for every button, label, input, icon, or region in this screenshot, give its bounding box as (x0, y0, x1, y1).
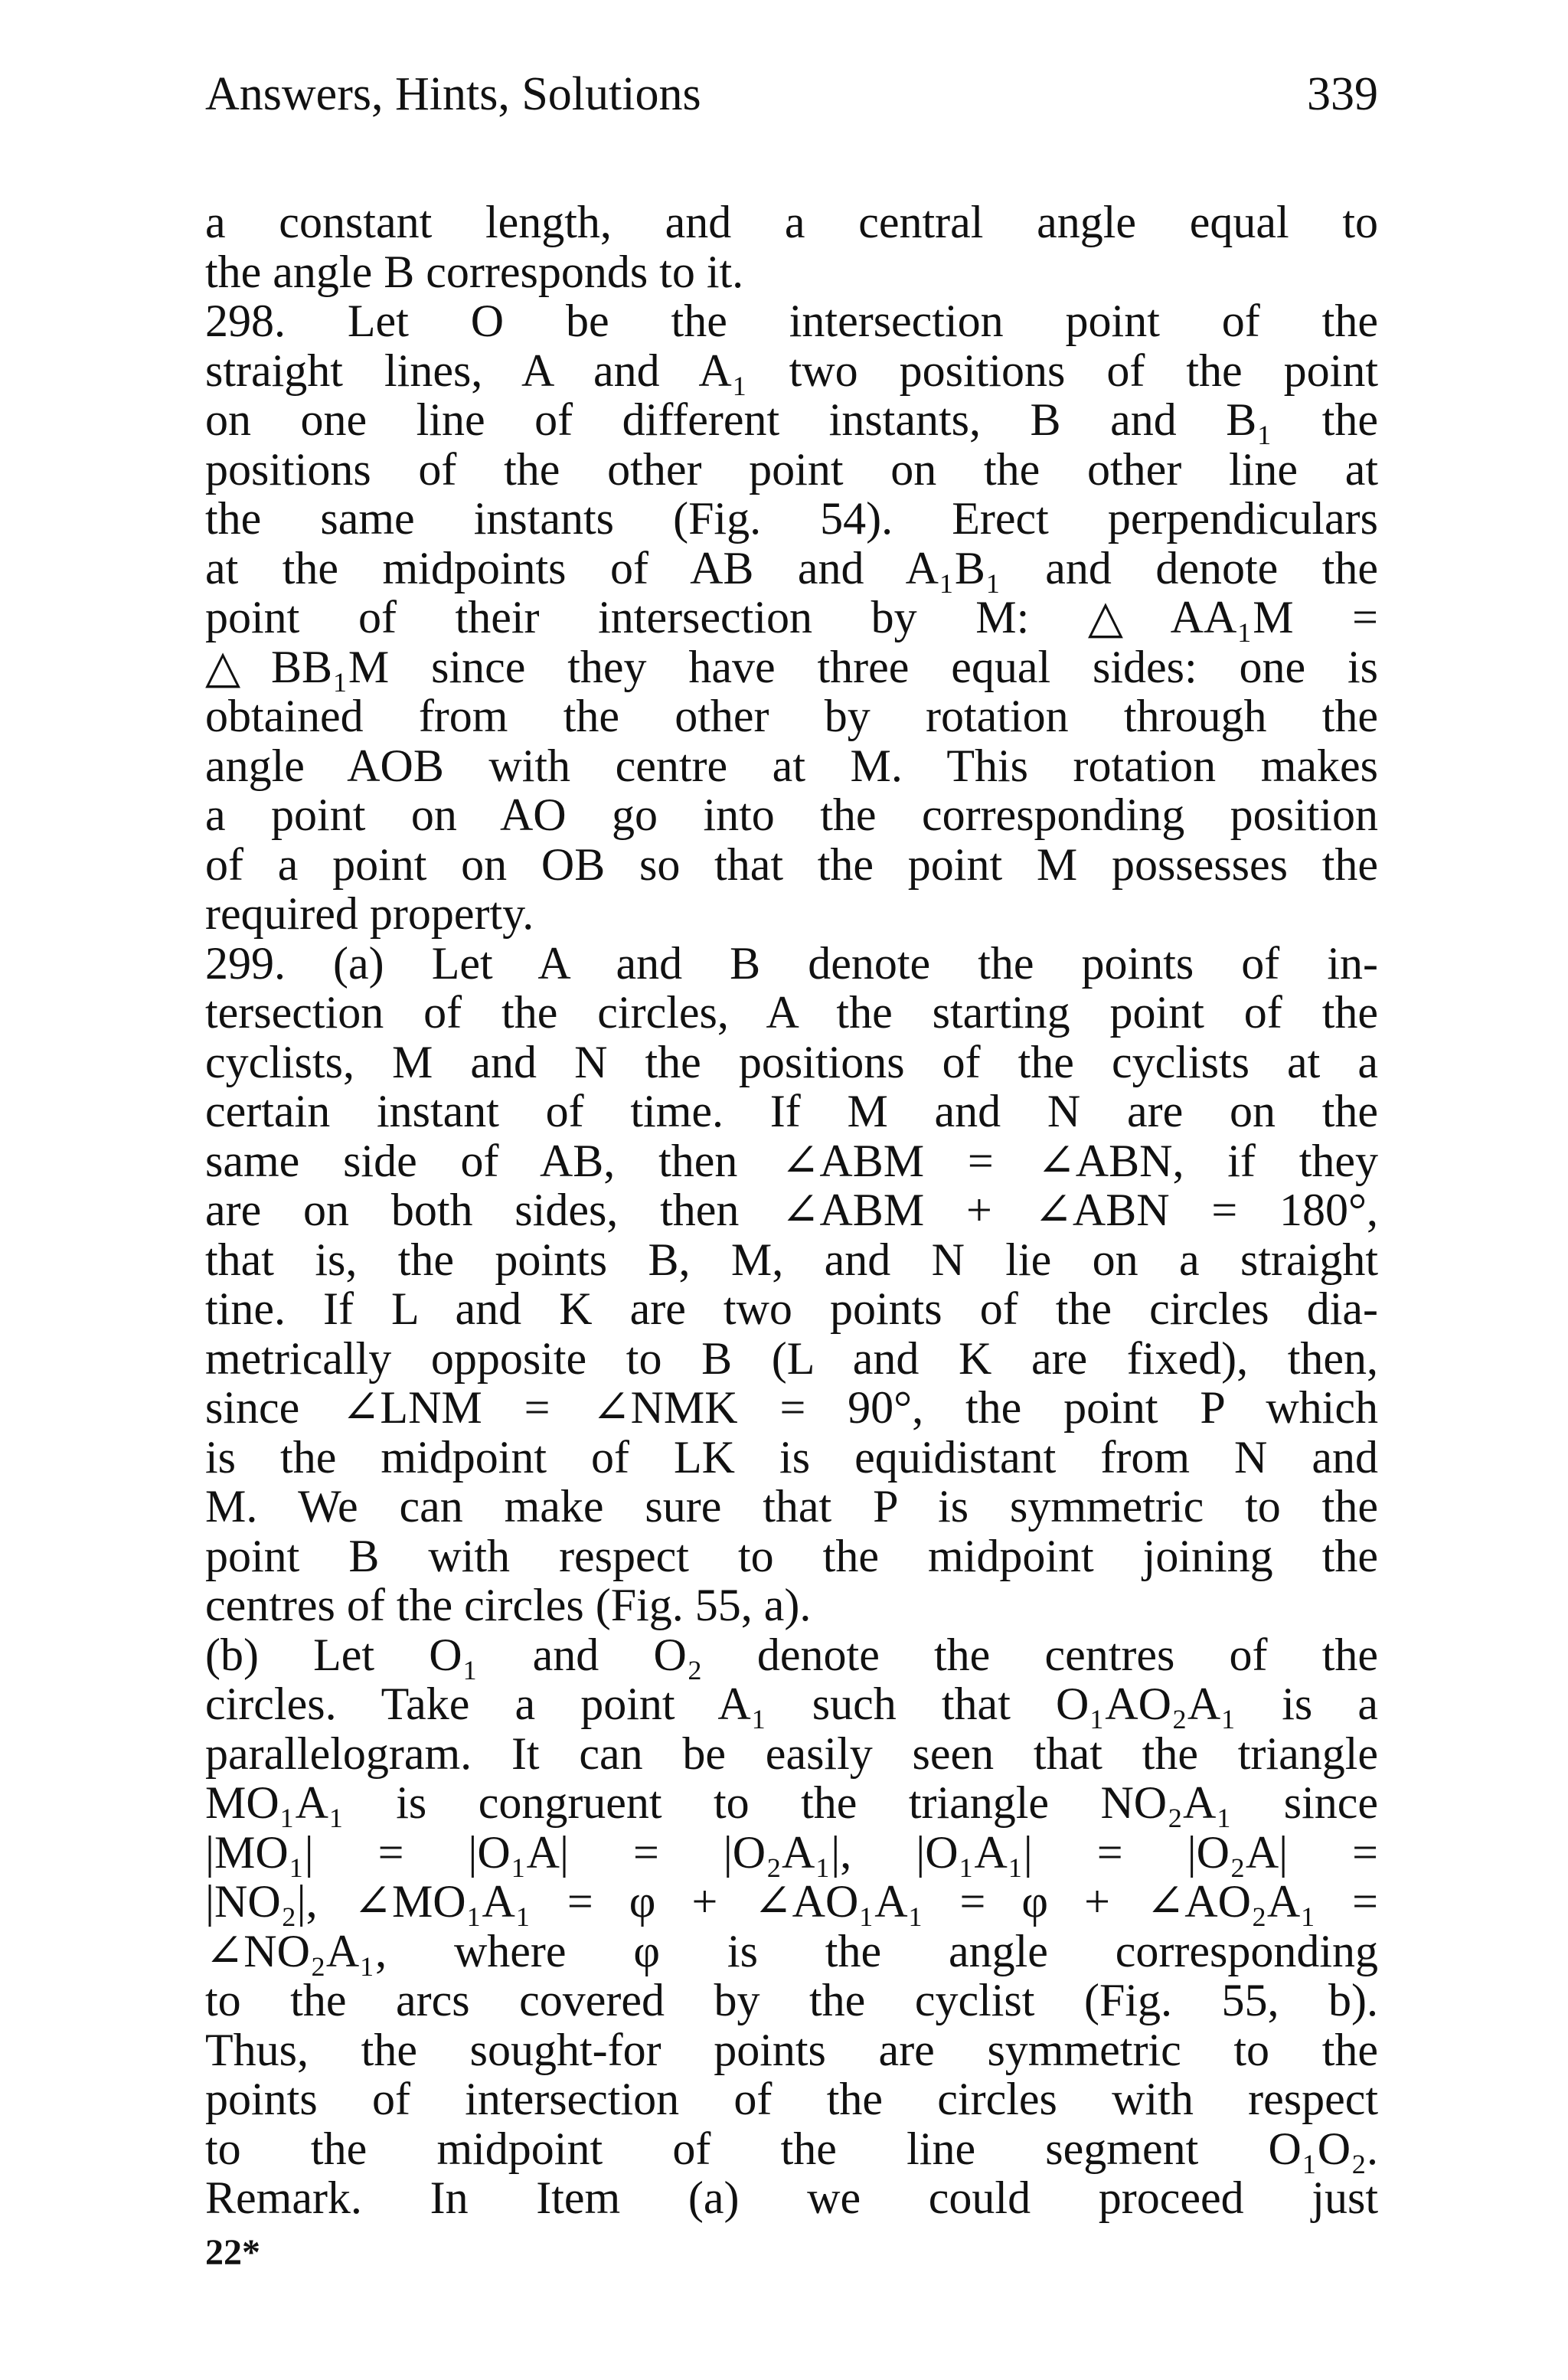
text-line: tine. If L and K are two points of the circles dia- (205, 1283, 1378, 1334)
text-line: of a point on OB so that the point M possesses the (205, 839, 1378, 890)
text-line: to the arcs covered by the cyclist (Fig. 55, b). (205, 1975, 1378, 2025)
text-line: a constant length, and a central angle equal to (205, 197, 1378, 247)
body-text (205, 198, 1378, 2223)
running-title: Answers, Hints, Solutions (205, 68, 701, 120)
text-line: the angle B corresponds to it. (205, 246, 744, 297)
text-line: at the midpoints of AB and A₁B₁ and denote the (205, 542, 1378, 593)
text-line: are on both sides, then ∠ABM + ∠ABN = 180°, (205, 1185, 1378, 1235)
text-line: ∠NO₂A₁, where φ is the angle corresponding (205, 1925, 1378, 1976)
text-line: is the midpoint of LK is equidistant from N and (205, 1431, 1378, 1483)
text-line: 299. (a) Let A and B denote the points of in- (205, 937, 1378, 989)
text-line: parallelogram. It can be easily seen that the triangle (205, 1728, 1378, 1779)
text-line: same side of AB, then ∠ABM = ∠ABN, if they (205, 1135, 1378, 1186)
text-line: required property. (205, 888, 534, 939)
text-line: tersection of the circles, A the starting point of the (205, 987, 1378, 1038)
text-line: that is, the points B, M, and N lie on a straight (205, 1234, 1378, 1285)
text-line: obtained from the other by rotation through the (205, 691, 1378, 741)
text-line: angle AOB with centre at M. This rotation makes (205, 740, 1378, 791)
text-line: metrically opposite to B (L and K are fixed), then, (205, 1332, 1378, 1384)
text-line: cyclists, M and N the positions of the cyclists at a (205, 1036, 1378, 1087)
signature-mark: 22* (205, 2232, 260, 2273)
text-line: Thus, the sought-for points are symmetric to the (205, 2024, 1378, 2075)
page-number: 339 (1307, 68, 1378, 120)
text-line: the same instants (Fig. 54). Erect perpendiculars (205, 493, 1378, 544)
text-line: (b) Let O₁ and O₂ denote the centres of the (205, 1629, 1378, 1680)
text-line: to the midpoint of the line segment O₁O₂. (205, 2123, 1378, 2174)
text-line: |NO₂|, ∠MO₁A₁ = φ + ∠AO₁A₁ = φ + ∠AO₂A₁ = (205, 1876, 1378, 1927)
text-line: MO₁A₁ is congruent to the triangle NO₂A₁ since (205, 1777, 1378, 1828)
text-line: Remark. In Item (a) we could proceed just (205, 2172, 1378, 2223)
page-header (205, 70, 1378, 118)
text-line: △BB₁M since they have three equal sides: one is (205, 641, 1378, 692)
text-line: since ∠LNM = ∠NMK = 90°, the point P which (205, 1382, 1378, 1433)
text-line: point B with respect to the midpoint joining the (205, 1530, 1378, 1581)
text-line: |MO₁| = |O₁A| = |O₂A₁|, |O₁A₁| = |O₂A| = (205, 1826, 1378, 1878)
text-line: certain instant of time. If M and N are on the (205, 1086, 1378, 1136)
text-line: positions of the other point on the other line at (205, 443, 1378, 495)
text-line: circles. Take a point A₁ such that O₁AO₂A₁ is a (205, 1679, 1378, 1729)
text-line: centres of the circles (Fig. 55, a). (205, 1580, 812, 1630)
text-line: points of intersection of the circles with respect (205, 2074, 1378, 2124)
text-line: 298. Let O be the intersection point of the (205, 296, 1378, 346)
text-line: point of their intersection by M: △AA₁M = (205, 592, 1378, 642)
text-line: M. We can make sure that P is symmetric to the (205, 1481, 1378, 1532)
text-line: straight lines, A and A₁ two positions of the point (205, 345, 1378, 396)
text-line: on one line of different instants, B and B₁ the (205, 394, 1378, 445)
text-line: a point on AO go into the corresponding position (205, 790, 1378, 840)
